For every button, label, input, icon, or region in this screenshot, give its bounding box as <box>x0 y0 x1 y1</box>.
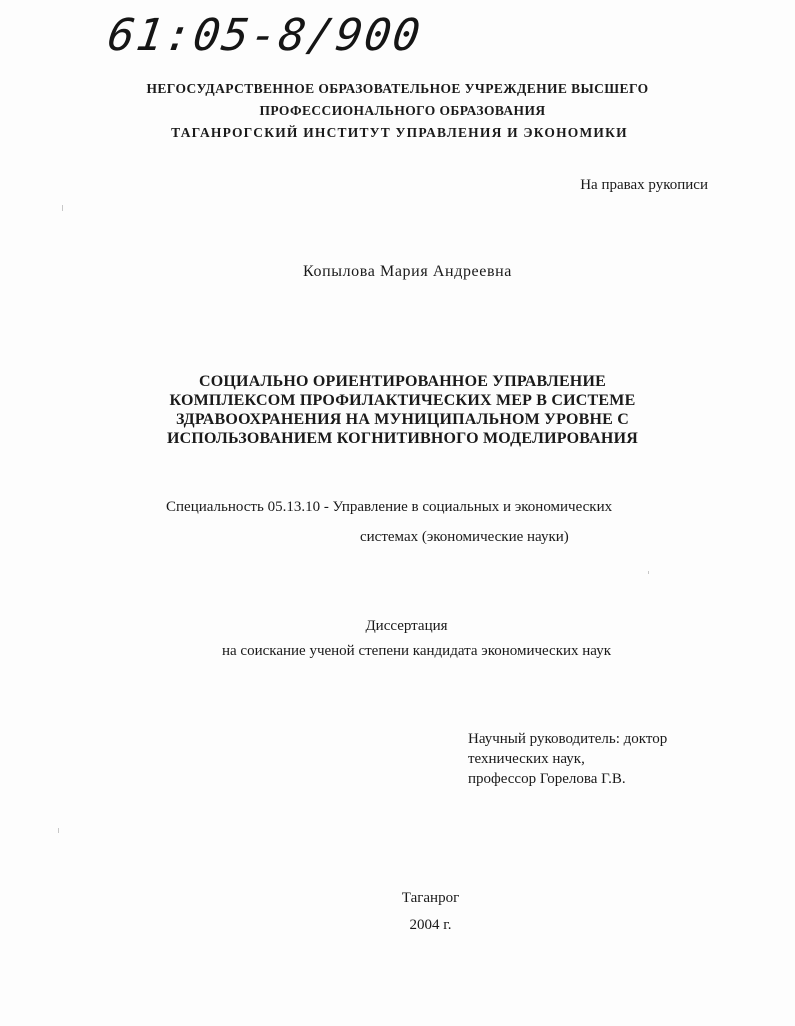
city-name: Таганрог <box>401 890 460 906</box>
scan-speck <box>62 205 63 211</box>
manuscript-rights-note: На правах рукописи <box>580 177 708 193</box>
place-and-year <box>0 885 795 939</box>
title-line-3: ЗДРАВООХРАНЕНИЯ НА МУНИЦИПАЛЬНОМ УРОВНЕ С <box>176 411 629 428</box>
institution-line-3: ТАГАНРОГСКИЙ ИНСТИТУТ УПРАВЛЕНИЯ И ЭКОНОМИКИ <box>171 125 628 140</box>
handwritten-catalog-number: 61:05-8/900 <box>104 10 426 61</box>
specialty-line-2: системах (экономические науки) <box>360 529 569 545</box>
supervisor-line-1: Научный руководитель: доктор <box>468 731 668 747</box>
scientific-supervisor <box>468 729 667 789</box>
scan-speck <box>648 571 649 574</box>
author-name: Копылова Мария Андреевна <box>303 263 512 280</box>
title-line-2: КОМПЛЕКСОМ ПРОФИЛАКТИЧЕСКИХ МЕР В СИСТЕМЕ <box>169 392 636 409</box>
specialty-block <box>166 497 613 545</box>
dissertation-purpose <box>0 614 795 664</box>
supervisor-line-3: профессор Горелова Г.В. <box>468 771 626 787</box>
supervisor-line-2: технических наук, <box>468 751 585 767</box>
specialty-line-1: Специальность 05.13.10 - Управление в социальных и экономических <box>166 499 613 515</box>
scan-speck <box>58 828 59 833</box>
title-line-4: ИСПОЛЬЗОВАНИЕМ КОГНИТИВНОГО МОДЕЛИРОВАНИЯ <box>167 430 638 447</box>
institution-header <box>0 78 795 144</box>
degree-statement: на соискание ученой степени кандидата экономических наук <box>221 643 611 659</box>
title-line-1: СОЦИАЛЬНО ОРИЕНТИРОВАННОЕ УПРАВЛЕНИЕ <box>199 373 606 390</box>
dissertation-label: Диссертация <box>365 618 448 634</box>
year: 2004 г. <box>409 917 452 933</box>
dissertation-title <box>0 372 795 448</box>
institution-line-1: НЕГОСУДАРСТВЕННОЕ ОБРАЗОВАТЕЛЬНОЕ УЧРЕЖДЕНИЕ ВЫСШЕГО <box>146 81 649 96</box>
institution-line-2: ПРОФЕССИОНАЛЬНОГО ОБРАЗОВАНИЯ <box>259 103 546 118</box>
